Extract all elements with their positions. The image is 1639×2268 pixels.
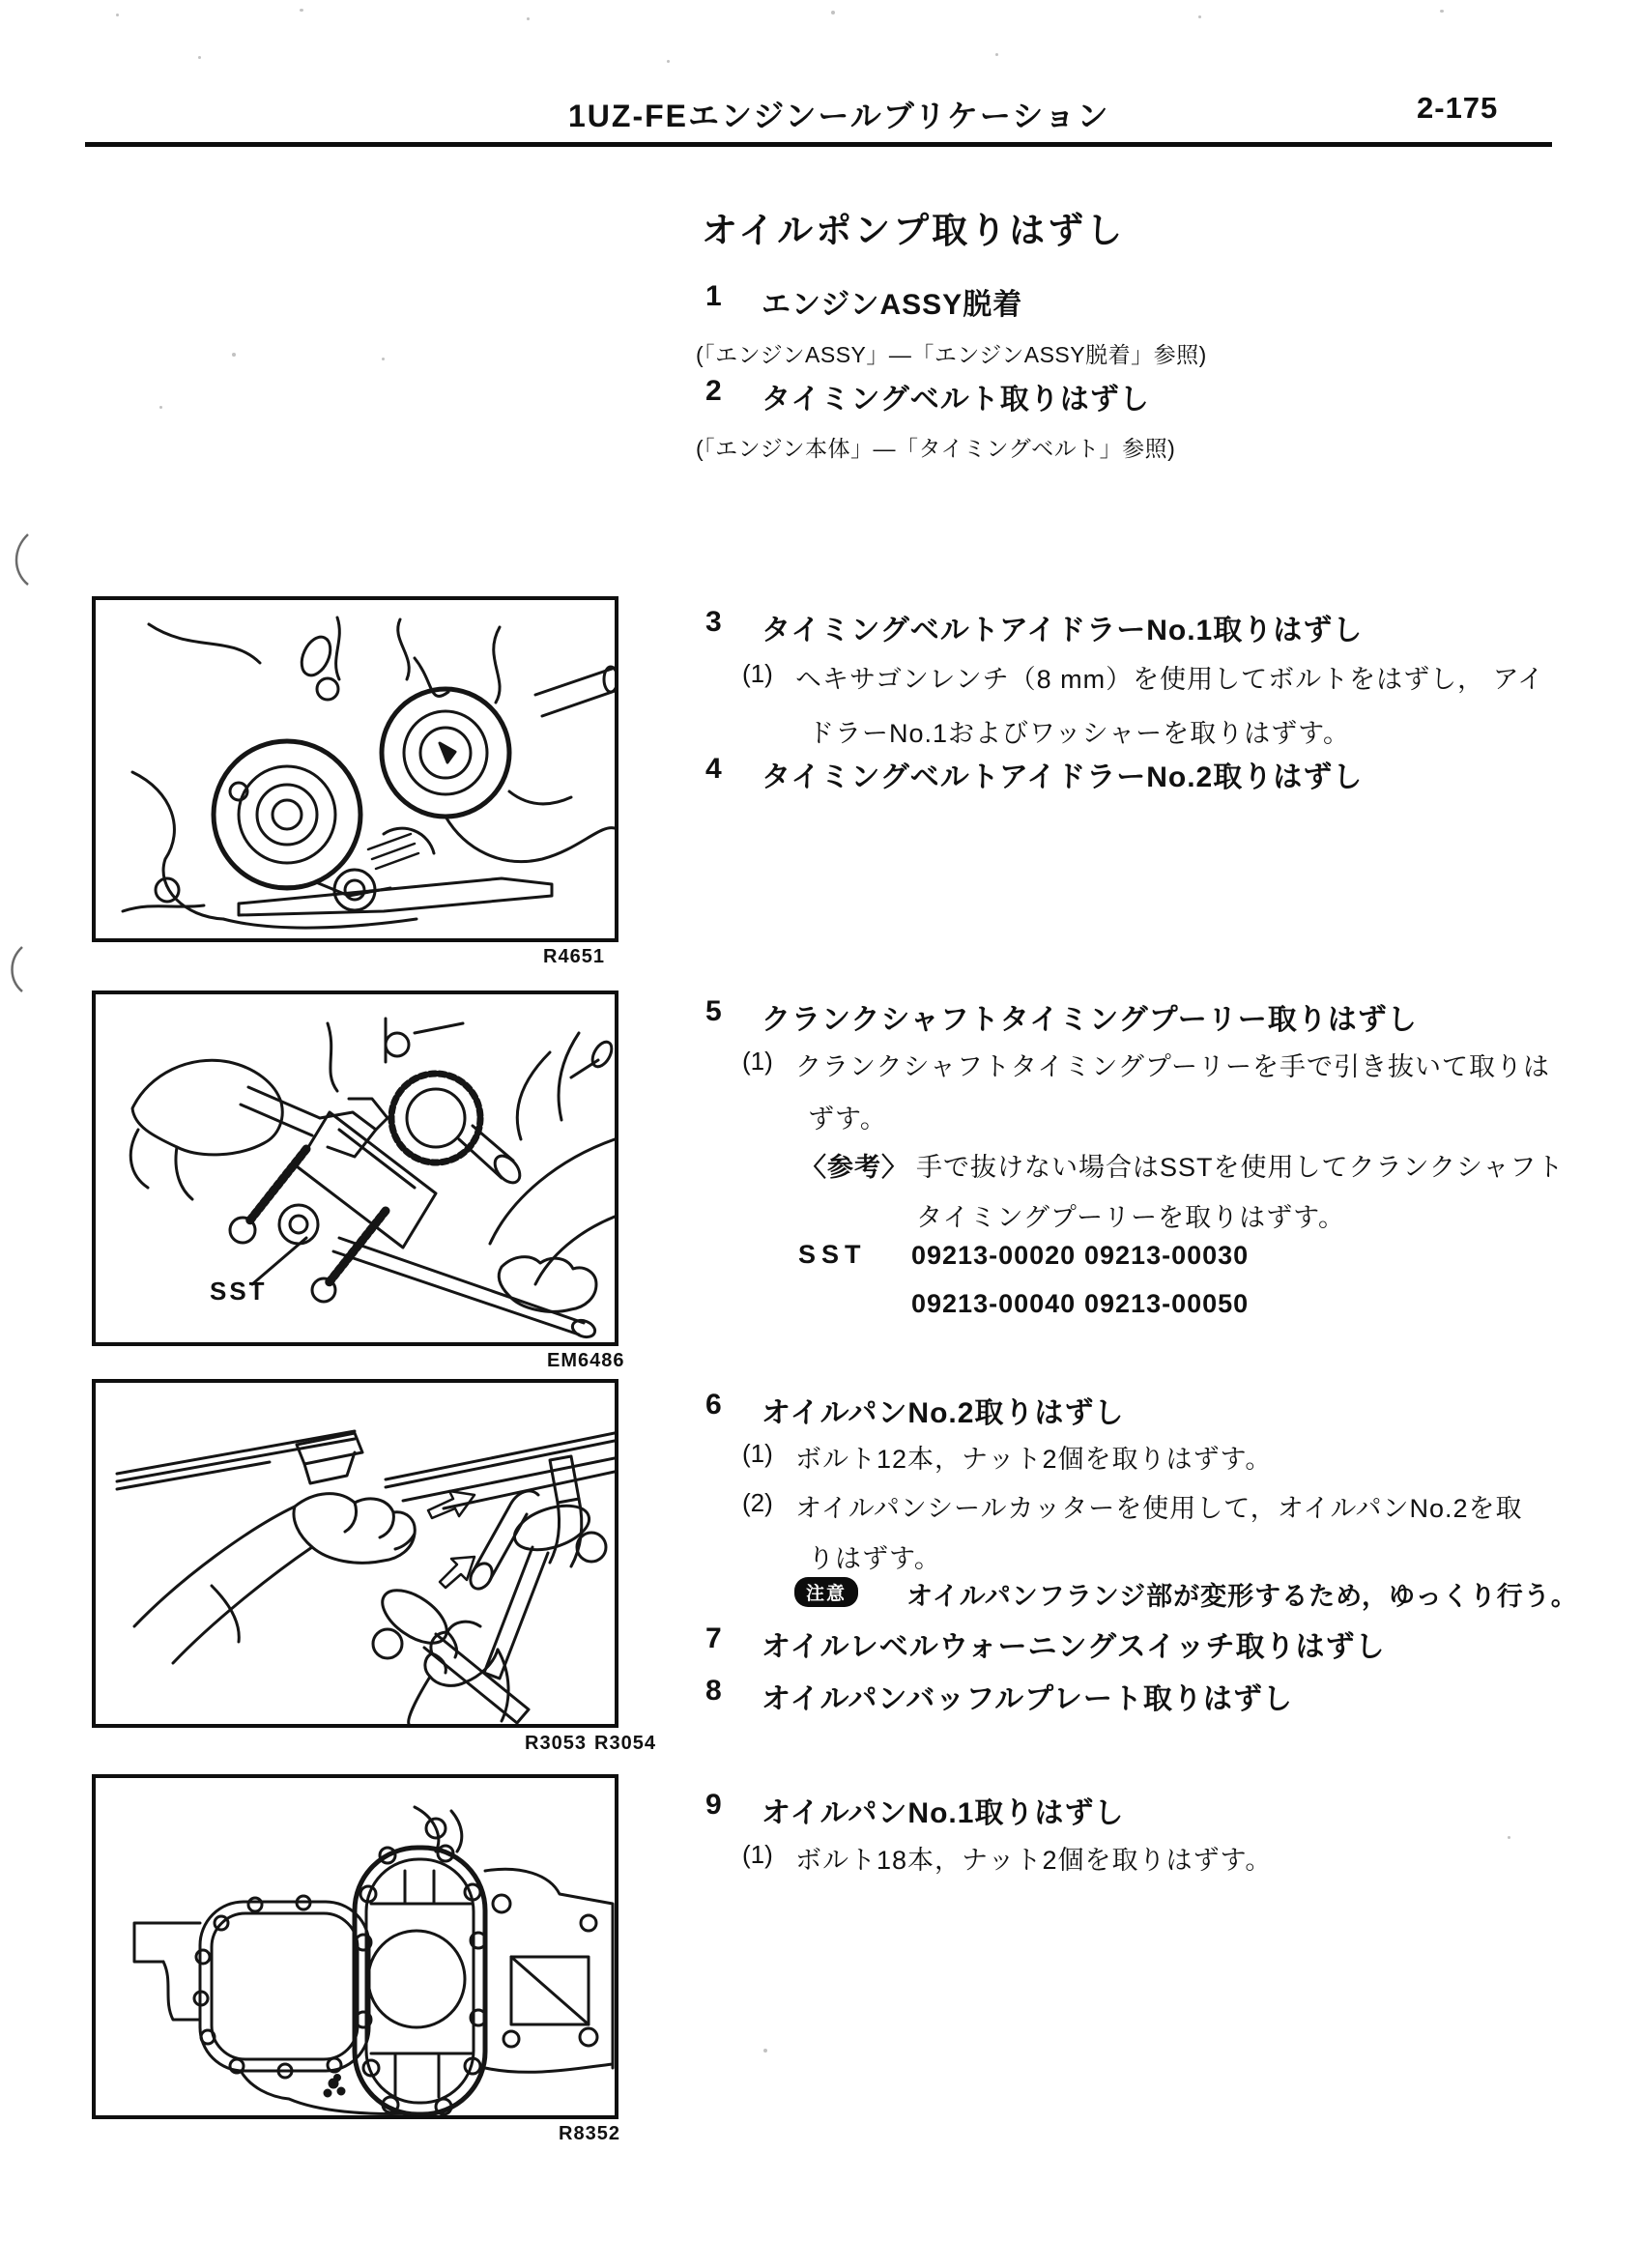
step-9-sub1-line1: ボルト18本，ナット2個を取りはずす。 — [795, 1846, 1273, 1875]
scan-noise-dot — [1198, 15, 1201, 18]
sst-puller-illustration — [96, 994, 615, 1342]
step-6-sub2-number: (2) — [742, 1488, 773, 1517]
figure-3-code-a: R3053 — [525, 1733, 587, 1754]
step-6-title: オイルパンNo.2取りはずし — [762, 1397, 1125, 1429]
scan-noise-dot — [527, 17, 530, 20]
figure-2-code: EM6486 — [547, 1350, 625, 1371]
step-5-sub1-line1: クランクシャフトタイミングプーリーを手で引き抜いて取りは — [795, 1052, 1551, 1081]
step-5-sub1-number: (1) — [742, 1047, 773, 1076]
step-6-sub2-line2: りはずす。 — [808, 1544, 941, 1573]
step-3-sub1-line1: ヘキサゴンレンチ（8 mm）を使用してボルトをはずし， アイ — [795, 665, 1545, 694]
step-5-sub1-line2: ずす。 — [808, 1105, 887, 1134]
sst-row-label: SST — [798, 1240, 867, 1269]
step-1-number: 1 — [705, 280, 722, 312]
step-1-reference: (「エンジンASSY」―「エンジンASSY脱着」参照) — [696, 342, 1207, 367]
step-9-number: 9 — [705, 1789, 722, 1821]
sst-code-2: 09213-00030 — [1084, 1241, 1250, 1270]
step-5-number: 5 — [705, 995, 722, 1027]
scan-noise-dot — [995, 53, 998, 56]
scan-noise-dot — [198, 56, 201, 59]
step-3-title: タイミングベルトアイドラーNo.1取りはずし — [762, 615, 1364, 646]
step-6-number: 6 — [705, 1389, 722, 1421]
scan-noise-dot — [116, 14, 119, 16]
sst-code-3: 09213-00040 — [911, 1289, 1077, 1318]
scan-noise-dot — [159, 406, 162, 409]
step-7-number: 7 — [705, 1622, 722, 1654]
scan-noise-dot — [1440, 10, 1444, 13]
scan-noise-dot — [1508, 1836, 1510, 1839]
step-1-title: エンジンASSY脱着 — [762, 289, 1023, 321]
figure-1-code: R4651 — [543, 946, 605, 967]
step-5-note-line1: 手で抜けない場合はSSTを使用してクランクシャフト — [916, 1153, 1565, 1182]
scan-noise-dot — [831, 11, 835, 14]
scan-noise-dot — [232, 353, 236, 357]
step-2-number: 2 — [705, 375, 722, 407]
scan-noise-dot — [763, 2049, 767, 2053]
figure-timing-belt-idlers — [92, 596, 618, 942]
step-9-sub1-number: (1) — [742, 1840, 773, 1869]
step-6-sub2-line1: オイルパンシールカッターを使用して，オイルパンNo.2を取 — [795, 1494, 1523, 1523]
figure-4-code: R8352 — [559, 2123, 620, 2144]
header-rule — [85, 142, 1552, 147]
figure-oil-pan-no1 — [92, 1774, 618, 2119]
figure-3-code-b: R3054 — [594, 1733, 656, 1754]
sst-code-4: 09213-00050 — [1084, 1289, 1250, 1318]
caution-text: オイルパンフランジ部が変形するため，ゆっくり行う。 — [906, 1582, 1578, 1611]
step-3-sub1-line2: ドラーNo.1およびワッシャーを取りはずす。 — [808, 719, 1350, 748]
step-2-title: タイミングベルト取りはずし — [762, 384, 1150, 416]
caution-badge: 注意 — [794, 1577, 858, 1607]
step-5-note-line2: タイミングプーリーを取りはずす。 — [916, 1203, 1345, 1232]
scan-noise-dot — [300, 9, 303, 12]
scan-noise-dot — [382, 358, 385, 360]
figure-sst-puller — [92, 990, 618, 1346]
scan-noise-dot — [667, 60, 670, 63]
step-8-number: 8 — [705, 1675, 722, 1707]
step-3-sub1-number: (1) — [742, 659, 773, 688]
step-5-title: クランクシャフトタイミングプーリー取りはずし — [762, 1004, 1418, 1036]
sst-label: SST — [210, 1277, 268, 1306]
page-number: 2-175 — [1417, 91, 1499, 125]
idler-pulleys-illustration — [96, 600, 615, 938]
step-2-reference: (「エンジン本体」―「タイミングベルト」参照) — [696, 436, 1176, 461]
scan-smudge — [8, 530, 33, 589]
step-5-note-label: 〈参考〉 — [800, 1153, 908, 1182]
seal-cutter-illustration — [96, 1383, 615, 1724]
doc-header-title: 1UZ-FEエンジンールブリケーション — [568, 99, 1110, 133]
step-6-sub1-number: (1) — [742, 1439, 773, 1468]
step-6-sub1-line1: ボルト12本，ナット2個を取りはずす。 — [795, 1445, 1273, 1474]
step-4-title: タイミングベルトアイドラーNo.2取りはずし — [762, 761, 1364, 793]
scan-smudge — [4, 943, 27, 995]
step-9-title: オイルパンNo.1取りはずし — [762, 1797, 1125, 1829]
step-8-title: オイルパンバッフルプレート取りはずし — [762, 1683, 1293, 1715]
step-7-title: オイルレベルウォーニングスイッチ取りはずし — [762, 1631, 1386, 1663]
step-4-number: 4 — [705, 753, 722, 785]
page-title: オイルポンプ取りはずし — [702, 211, 1126, 250]
figure-oil-pan-seal-cutter — [92, 1379, 618, 1728]
oil-pan-illustration — [96, 1778, 615, 2115]
sst-code-1: 09213-00020 — [911, 1241, 1077, 1270]
step-3-number: 3 — [705, 606, 722, 638]
